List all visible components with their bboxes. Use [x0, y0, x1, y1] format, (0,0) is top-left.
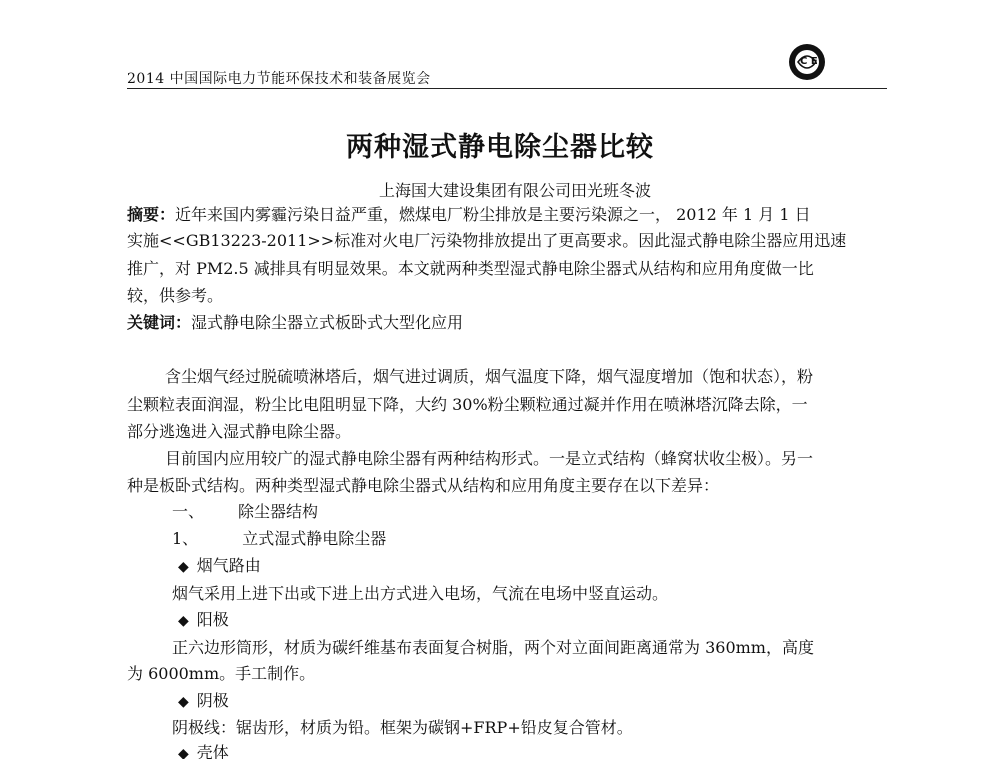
- para2-line-1: 目前国内应用较广的湿式静电除尘器有两种结构形式。一是立式结构（蜂窝状收尘极）。另一: [165, 449, 814, 468]
- header-rule: [127, 88, 887, 89]
- section-heading-1: [172, 502, 318, 522]
- logo-letter-c: C E: [800, 56, 818, 67]
- diamond-bullet-icon: ◆: [178, 746, 189, 759]
- para2-line-2: 种是板卧式结构。两种类型湿式静电除尘器式从结构和应用角度主要存在以下差异：: [127, 476, 720, 495]
- abstract-line-4: 较，供参考。: [127, 286, 224, 305]
- keywords-line: [127, 313, 463, 333]
- para1-line-1: 含尘烟气经过脱硫喷淋塔后，烟气进过调质，烟气温度下降，烟气湿度增加（饱和状态），粉: [165, 367, 814, 386]
- item-heading-text: 阴极: [196, 691, 229, 710]
- item-heading-cathode: [178, 691, 229, 712]
- paper-author: 上海国大建设集团有限公司田光班冬波: [378, 181, 651, 200]
- diamond-bullet-icon: ◆: [178, 613, 189, 629]
- abstract-line-2: 实施<<GB13223-2011>>标准对火电厂污染物排放提出了更高要求。因此湿式静电除尘器应用迅速: [127, 231, 847, 250]
- keywords-label: 关键词：: [127, 313, 192, 332]
- running-header: [127, 66, 887, 92]
- item-text-line: 正六边形筒形，材质为碳纤维基布表面复合树脂，两个对立面间距离通常为 360mm，高度: [172, 638, 814, 657]
- header-text: 2014 中国国际电力节能环保技术和装备展览会: [127, 71, 431, 87]
- abstract-label: 摘要：: [127, 205, 176, 224]
- abstract-line-3: 推广，对 PM2.5 减排具有明显效果。本文就两种类型湿式静电除尘器式从结构和应用角度做一比: [127, 259, 814, 278]
- subsection-number: 1、: [172, 529, 199, 548]
- section-title: 除尘器结构: [238, 502, 319, 521]
- abstract-text-1: 近年来国内雾霾污染日益严重，燃煤电厂粉尘排放是主要污染源之一， 2012 年 1 月 1 日: [175, 205, 811, 224]
- keywords-text: 湿式静电除尘器立式板卧式大型化应用: [191, 313, 464, 332]
- item-heading-text: 壳体: [196, 743, 229, 759]
- diamond-bullet-icon: ◆: [178, 694, 189, 710]
- para1-line-2: 尘颗粒表面润湿，粉尘比电阻明显下降，大约 30%粉尘颗粒通过凝并作用在喷淋塔沉降去除，一: [127, 395, 808, 414]
- conference-seal-icon: [787, 42, 827, 82]
- item-heading-anode: [178, 610, 229, 631]
- item-text-line: 烟气采用上进下出或下进上出方式进入电场，气流在电场中竖直运动。: [172, 584, 669, 603]
- item-heading-text: 阳极: [196, 610, 229, 629]
- item-heading-flue-gas-route: [178, 556, 261, 577]
- item-heading-text: 烟气路由: [196, 556, 261, 575]
- item-heading-shell: [178, 743, 229, 759]
- section-number: 一、: [172, 502, 205, 521]
- paper-title: 两种湿式静电除尘器比较: [346, 132, 654, 163]
- diamond-bullet-icon: ◆: [178, 559, 189, 575]
- item-text-line: 阴极线：锯齿形，材质为铅。框架为碳钢+FRP+铅皮复合管材。: [172, 718, 633, 737]
- subsection-title: 立式湿式静电除尘器: [242, 529, 387, 548]
- abstract-line-1: [127, 205, 811, 225]
- subsection-heading-1: [172, 529, 386, 549]
- item-text-line: 为 6000mm。手工制作。: [127, 664, 316, 683]
- para1-line-3: 部分逃逸进入湿式静电除尘器。: [127, 422, 352, 441]
